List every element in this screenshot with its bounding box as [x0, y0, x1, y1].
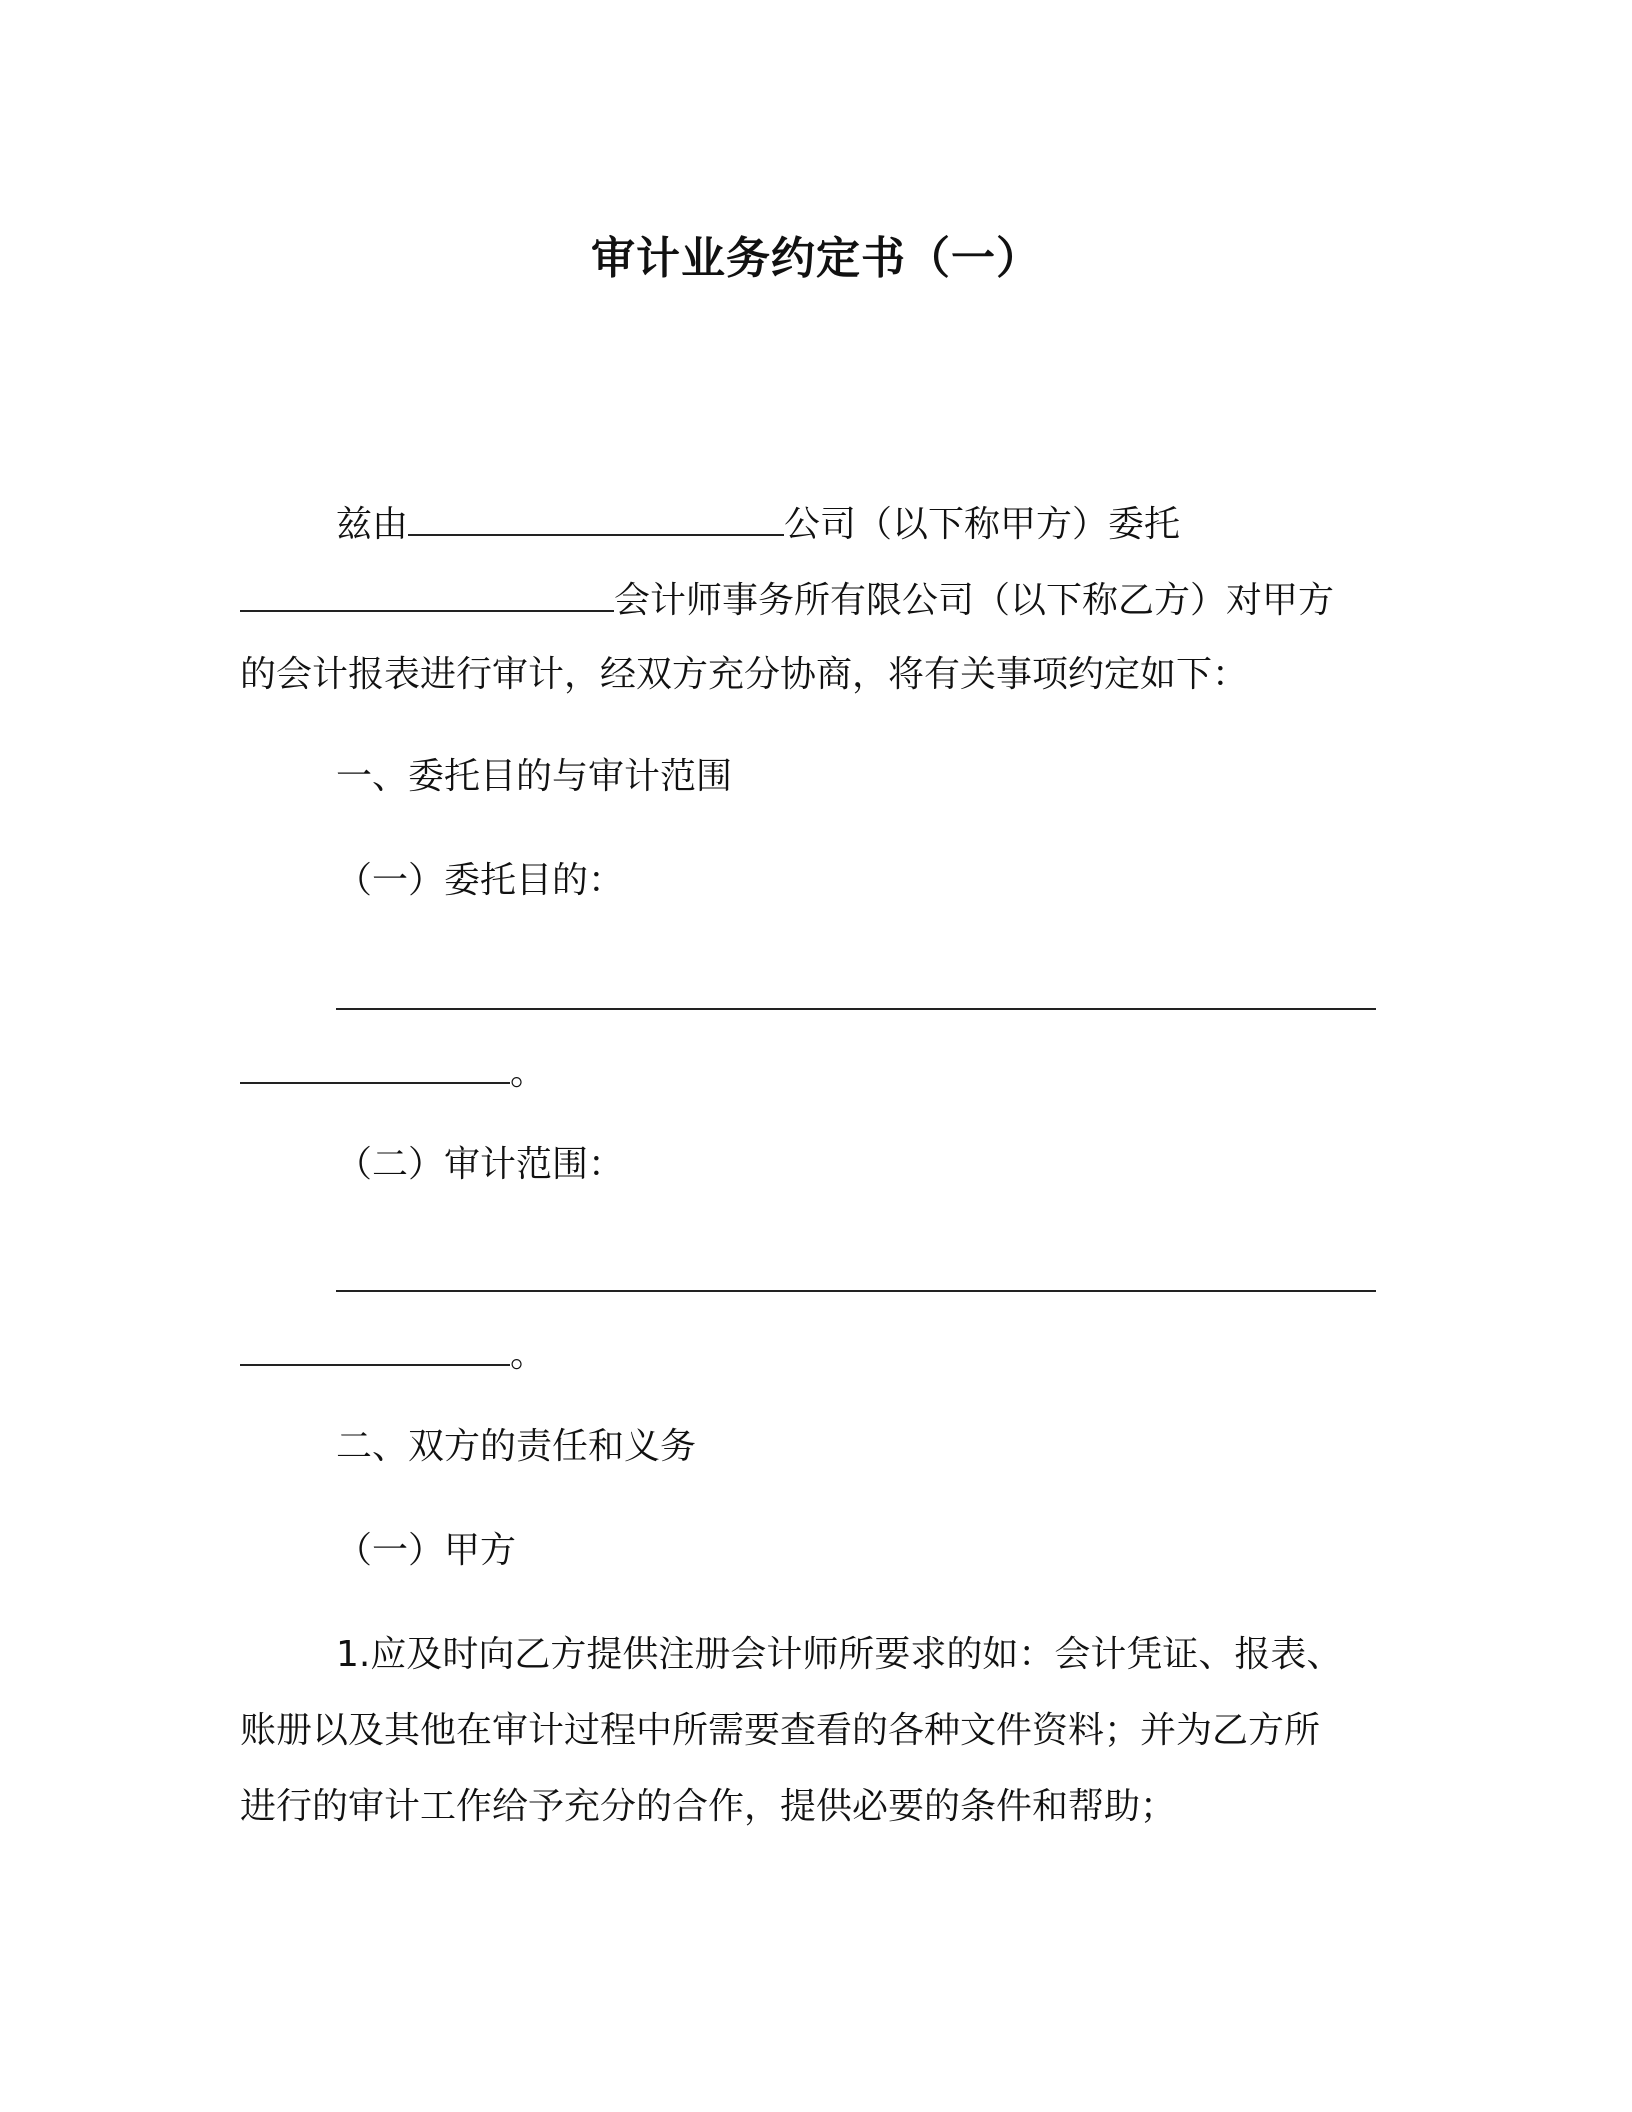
company-name-blank [408, 498, 784, 536]
intro-line2-suffix: 会计师事务所有限公司（以下称乙方）对甲方 [614, 580, 1335, 621]
scope-period: 。 [510, 1334, 547, 1375]
section2-item1-line-1: 1.应及时向乙方提供注册会计师所要求的如：会计凭证、报表、 [336, 1634, 1343, 1675]
scope-blank-line-2 [240, 1328, 1400, 1380]
intro-line-3: 的会计报表进行审计，经双方充分协商，将有关事项约定如下： [240, 654, 1249, 695]
purpose-period: 。 [510, 1052, 547, 1093]
intro-prefix: 兹由 [336, 504, 409, 545]
intro-line-1 [240, 498, 1400, 550]
document-title: 审计业务约定书（一） [591, 233, 1041, 284]
section1-heading: 一、委托目的与审计范围 [336, 756, 733, 797]
intro-line1-suffix: 公司（以下称甲方）委托 [784, 504, 1181, 545]
firm-name-blank [240, 574, 614, 612]
purpose-blank [336, 972, 1376, 1010]
section2-item1-line-2: 账册以及其他在审计过程中所需要查看的各种文件资料；并为乙方所 [240, 1710, 1321, 1751]
scope-blank-end [240, 1328, 510, 1366]
section2-heading: 二、双方的责任和义务 [336, 1426, 697, 1467]
scope-blank-line-1 [240, 1254, 1400, 1306]
section1-sub1-heading: （一）委托目的： [336, 860, 625, 901]
purpose-blank-line-1 [240, 972, 1400, 1024]
section2-sub1-heading: （一）甲方 [336, 1530, 517, 1571]
section2-item1-line-3: 进行的审计工作给予充分的合作，提供必要的条件和帮助； [240, 1786, 1177, 1827]
purpose-blank-line-2 [240, 1046, 1400, 1098]
section1-sub2-heading: （二）审计范围： [336, 1144, 625, 1185]
scope-blank [336, 1254, 1376, 1292]
purpose-blank-end [240, 1046, 510, 1084]
intro-line-2 [240, 574, 1400, 626]
